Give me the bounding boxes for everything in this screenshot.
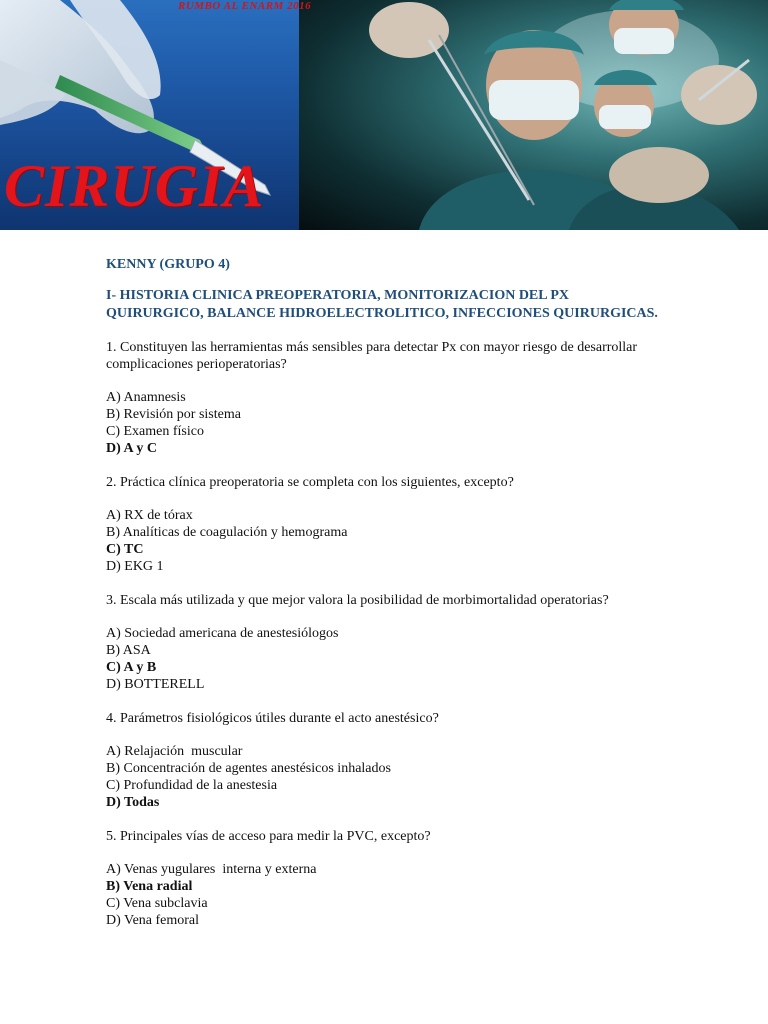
option-a: A) Relajación muscular — [106, 744, 243, 759]
question-text-line-1: 1. Constituyen las herramientas más sensibles para detectar Px con mayor riesgo de desarrollar — [106, 340, 638, 355]
question-4 — [106, 710, 746, 811]
banner-header-text: RUMBO AL ENARM 2016 — [178, 0, 312, 12]
option-b: B) Revisión por sistema — [106, 407, 241, 422]
option-a: A) Venas yugulares interna y externa — [106, 862, 317, 877]
option-d-correct: D) Todas — [106, 795, 160, 810]
option-d: D) Vena femoral — [106, 913, 200, 928]
option-b: B) Analíticas de coagulación y hemograma — [106, 525, 348, 540]
question-text — [106, 474, 746, 491]
option-c: C) Profundidad de la anestesia — [106, 778, 278, 793]
option-b-correct: B) Vena radial — [106, 879, 193, 894]
question-text — [106, 828, 746, 845]
group-title: KENNY (GRUPO 4) — [106, 257, 230, 272]
option-c-correct: C) TC — [106, 542, 144, 557]
question-text-line-1: 5. Principales vías de acceso para medir la PVC, excepto? — [106, 829, 431, 844]
question-text-line-1: 2. Práctica clínica preoperatoria se completa con los siguientes, excepto? — [106, 475, 514, 490]
question-2 — [106, 474, 746, 575]
section-title-line-1: I- HISTORIA CLINICA PREOPERATORIA, MONITORIZACION DEL PX — [106, 288, 569, 303]
question-text-line-1: 3. Escala más utilizada y que mejor valora la posibilidad de morbimortalidad operatorias? — [106, 593, 609, 608]
option-b: B) Concentración de agentes anestésicos inhalados — [106, 761, 391, 776]
question-1 — [106, 339, 746, 457]
cover-banner — [0, 0, 768, 230]
question-text-line-2: complicaciones perioperatorias? — [106, 357, 287, 372]
question-text — [106, 339, 746, 373]
question-text — [106, 710, 746, 727]
section-title-line-2: QUIRURGICO, BALANCE HIDROELECTROLITICO, INFECCIONES QUIRURGICAS. — [106, 306, 658, 321]
question-3 — [106, 592, 746, 693]
surgeons-image-panel — [299, 0, 768, 230]
question-text-line-1: 4. Parámetros fisiológicos útiles durante el acto anestésico? — [106, 711, 439, 726]
document-body — [106, 256, 746, 946]
question-5 — [106, 828, 746, 929]
option-a: A) RX de tórax — [106, 508, 193, 523]
option-b: B) ASA — [106, 643, 151, 658]
option-c-correct: C) A y B — [106, 660, 157, 675]
option-a: A) Anamnesis — [106, 390, 186, 405]
section-title — [106, 287, 746, 323]
option-d: D) BOTTERELL — [106, 677, 205, 692]
option-d: D) EKG 1 — [106, 559, 164, 574]
banner-title: CIRUGIA — [4, 153, 265, 219]
option-d-correct: D) A y C — [106, 441, 157, 456]
option-c: C) Examen físico — [106, 424, 204, 439]
option-a: A) Sociedad americana de anestesiólogos — [106, 626, 339, 641]
question-text — [106, 592, 746, 609]
surgeons-illustration — [299, 0, 768, 230]
option-c: C) Vena subclavia — [106, 896, 208, 911]
